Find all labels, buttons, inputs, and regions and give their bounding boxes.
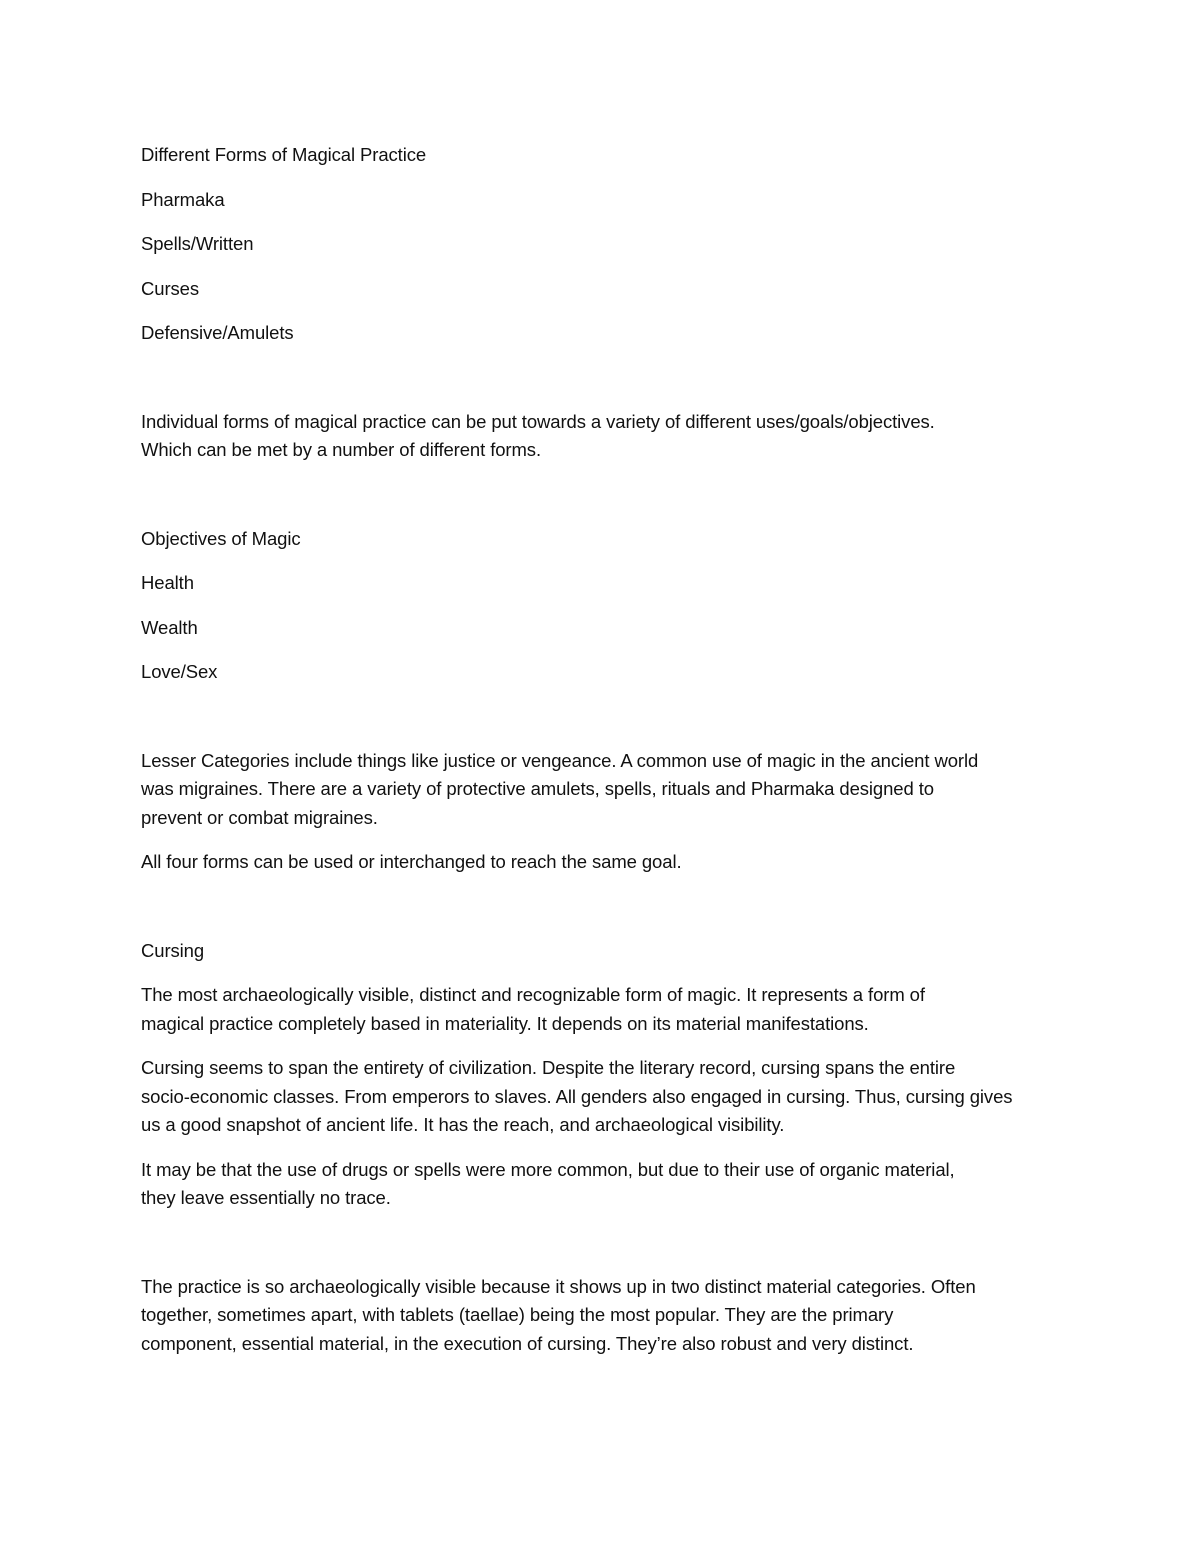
paragraph-line: socio-economic classes. From emperors to slaves. All genders also engaged in cursing. Thus, cursing gives: [141, 1085, 1013, 1107]
lesser-categories-paragraph: [141, 747, 1066, 833]
forms-item: Pharmaka: [141, 188, 225, 210]
paragraph-line: Which can be met by a number of different forms.: [141, 439, 541, 460]
paragraph-line: together, sometimes apart, with tablets (taellae) being the most popular. They are the primary: [141, 1304, 894, 1325]
paragraph-line: Cursing seems to span the entirety of civilization. Despite the literary record, cursing spans the entire: [141, 1057, 956, 1078]
paragraph-line: us a good snapshot of ancient life. It has the reach, and archaeological visibility.: [141, 1114, 785, 1135]
forms-item: Curses: [141, 277, 199, 299]
cursing-heading: Cursing: [141, 939, 205, 961]
paragraph-line: All four forms can be used or interchanged to reach the same goal.: [141, 851, 682, 872]
paragraph-line: The most archaeologically visible, distinct and recognizable form of magic. It represents a form of: [141, 984, 925, 1005]
cursing-paragraph-1: [141, 981, 1066, 1038]
paragraph-line: was migraines. There are a variety of protective amulets, spells, rituals and Pharmaka designed to: [141, 778, 934, 799]
cursing-paragraph-2: [141, 1054, 1066, 1140]
paragraph-line: Lesser Categories include things like justice or vengeance. A common use of magic in the ancient world: [141, 749, 979, 771]
objectives-item: Love/Sex: [141, 661, 218, 682]
forms-item: Spells/Written: [141, 233, 254, 254]
cursing-paragraph-3: [141, 1156, 1066, 1213]
forms-heading: Different Forms of Magical Practice: [141, 144, 427, 165]
cursing-paragraph-4: [141, 1273, 1066, 1359]
objectives-heading: Objectives of Magic: [141, 527, 301, 549]
paragraph-line: Individual forms of magical practice can be put towards a variety of different uses/goals/objectives.: [141, 410, 935, 432]
individual-forms-paragraph: [141, 408, 1066, 465]
objectives-item: Health: [141, 572, 194, 593]
paragraph-line: The practice is so archaeologically visible because it shows up in two distinct material categories. Often: [141, 1275, 976, 1297]
objectives-item: Wealth: [141, 616, 198, 638]
forms-item: Defensive/Amulets: [141, 322, 294, 343]
paragraph-line: prevent or combat migraines.: [141, 806, 378, 828]
all-four-forms-paragraph: [141, 848, 1066, 877]
paragraph-line: It may be that the use of drugs or spells were more common, but due to their use of organic material,: [141, 1158, 955, 1180]
document-body: [141, 141, 1066, 1358]
paragraph-line: magical practice completely based in materiality. It depends on its material manifestations.: [141, 1012, 869, 1034]
paragraph-line: component, essential material, in the execution of cursing. They’re also robust and very distinct.: [141, 1332, 914, 1354]
paragraph-line: they leave essentially no trace.: [141, 1187, 391, 1208]
